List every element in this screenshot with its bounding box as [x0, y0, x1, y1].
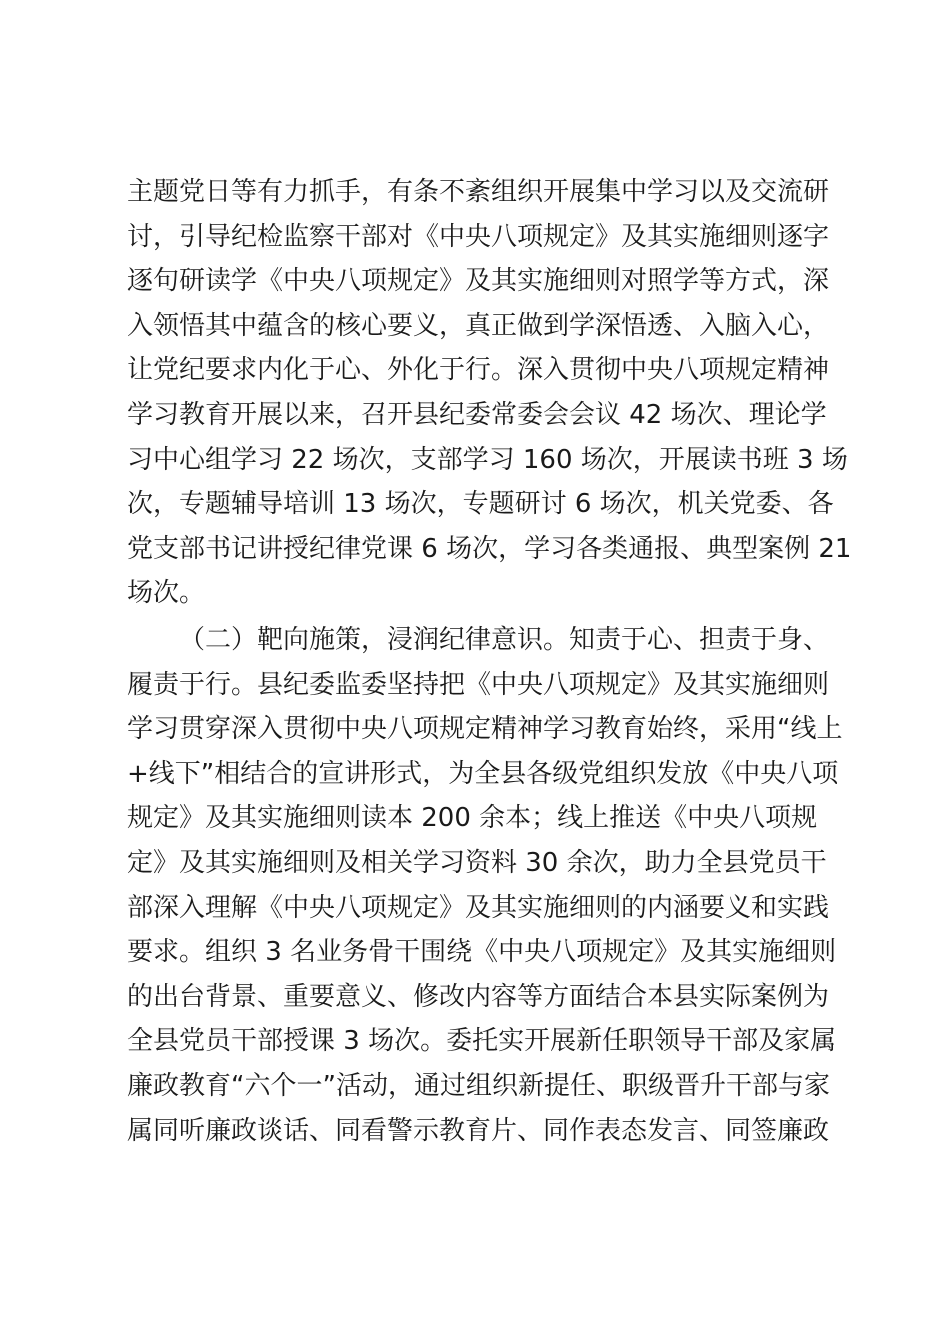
paragraph-line: 要求。组织 3 名业务骨干围绕《中央八项规定》及其实施细则 [127, 937, 837, 968]
paragraph-1 [127, 170, 852, 616]
paragraph-line: 入领悟其中蕴含的核心要义，真正做到学深悟透、入脑入心， [127, 310, 830, 341]
paragraph-line: 全县党员干部授课 3 场次。委托实开展新任职领导干部及家属 [127, 1026, 837, 1057]
paragraph-line: 逐句研读学《中央八项规定》及其实施细则对照学等方式，深 [127, 266, 830, 297]
paragraph-line: 部深入理解《中央八项规定》及其实施细则的内涵要义和实践 [127, 892, 830, 923]
paragraph-line: 的出台背景、重要意义、修改内容等方面结合本县实际案例为 [127, 981, 830, 1012]
paragraph-line: 次，专题辅导培训 13 场次，专题研讨 6 场次，机关党委、各 [127, 489, 834, 520]
paragraph-line: 讨，引导纪检监察干部对《中央八项规定》及其实施细则逐字 [127, 221, 830, 252]
paragraph-line: 学习贯穿深入贯彻中央八项规定精神学习教育始终，采用“线上 [127, 714, 843, 745]
paragraph-line: 学习教育开展以来，召开县纪委常委会会议 42 场次、理论学 [127, 399, 827, 430]
paragraph-line: 履责于行。县纪委监委坚持把《中央八项规定》及其实施细则 [127, 669, 830, 700]
paragraph-line: 主题党日等有力抓手，有条不紊组织开展集中学习以及交流研 [127, 177, 830, 207]
paragraph-line: 场次。 [127, 578, 206, 609]
paragraph-heading-line: （二）靶向施策，浸润纪律意识。知责于心、担责于身、 [179, 625, 830, 655]
paragraph-line: 规定》及其实施细则读本 200 余本；线上推送《中央八项规 [127, 803, 818, 834]
paragraph-line: 定》及其实施细则及相关学习资料 30 余次，助力全县党员干 [127, 847, 827, 878]
paragraph-line: +线下”相结合的宣讲形式，为全县各级党组织发放《中央八项 [127, 758, 839, 789]
paragraph-line: 党支部书记讲授纪律党课 6 场次，学习各类通报、典型案例 21 [127, 533, 852, 564]
paragraph-line: 让党纪要求内化于心、外化于行。深入贯彻中央八项规定精神 [127, 355, 830, 386]
paragraph-line: 习中心组学习 22 场次，支部学习 160 场次，开展读书班 3 场 [127, 444, 848, 475]
paragraph-2 [127, 618, 843, 1153]
paragraph-line: 属同听廉政谈话、同看警示教育片、同作表态发言、同签廉政 [127, 1115, 830, 1146]
paragraph-line: 廉政教育“六个一”活动，通过组织新提任、职级晋升干部与家 [127, 1070, 830, 1101]
